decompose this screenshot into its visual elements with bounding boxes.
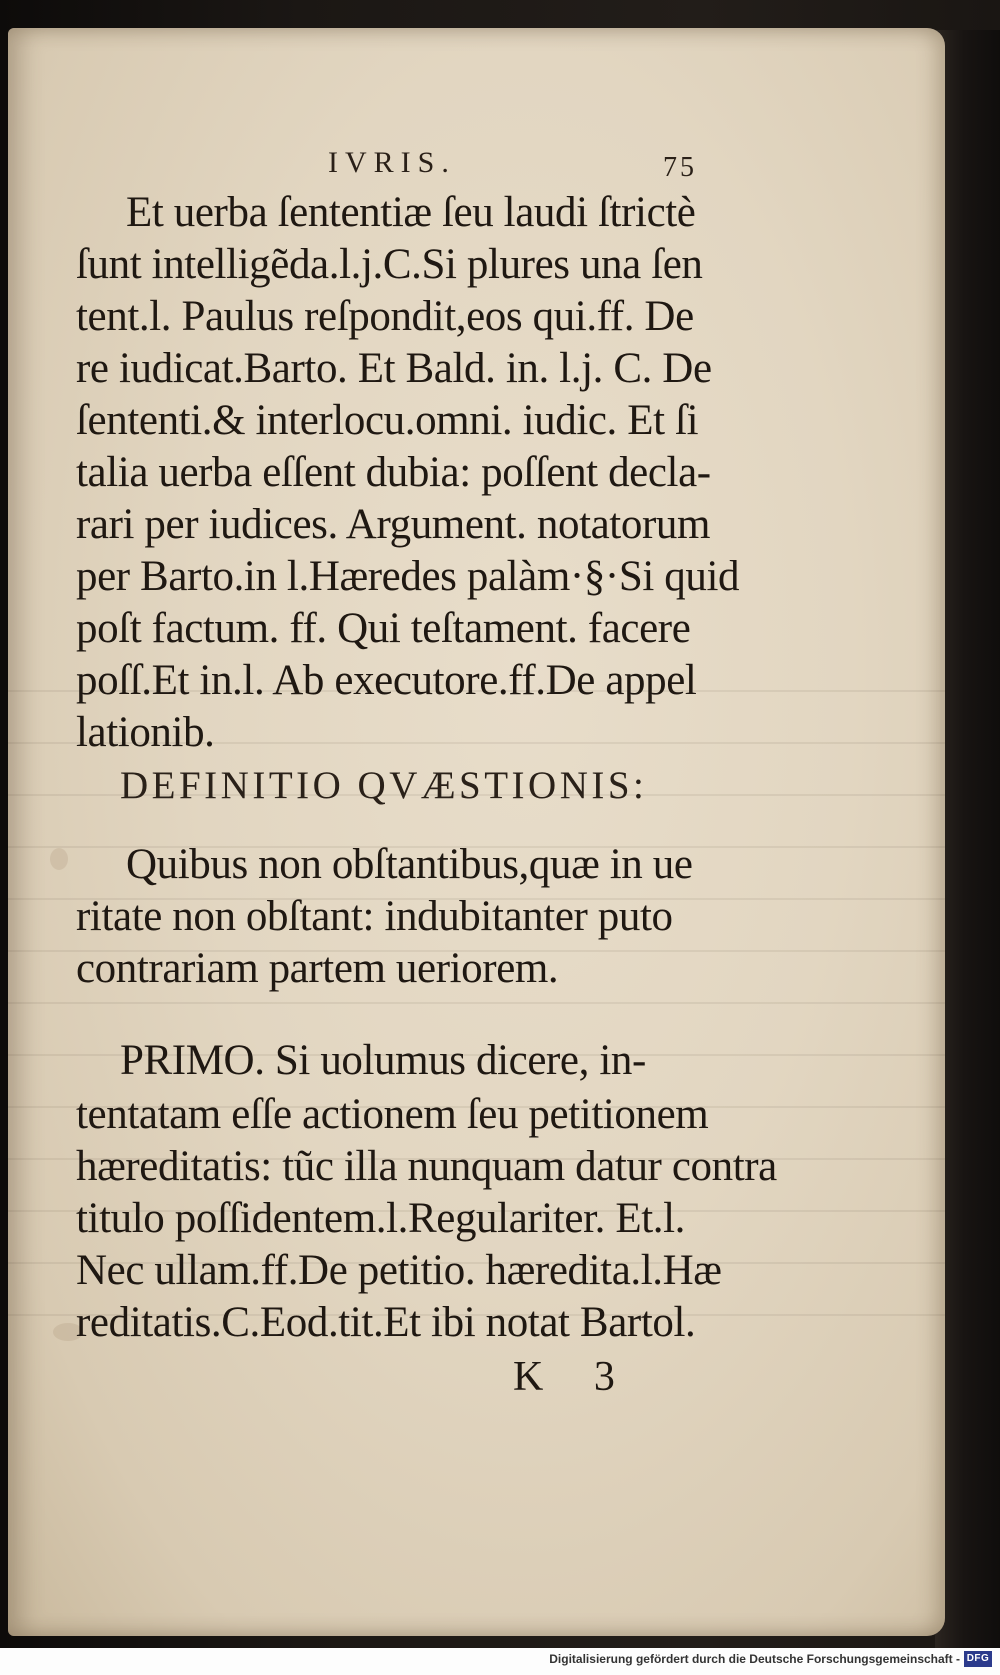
dfg-logo: DFG [964, 1651, 992, 1667]
funding-credit: Digitalisierung gefördert durch die Deutsche Forschungsgemeinschaft - [549, 1652, 960, 1666]
text-line: poſt factum. ff. Qui teſtament. facere [76, 605, 691, 652]
text-line: PRIMO. Si uolumus dicere, in- [120, 1037, 646, 1084]
text-line: ritate non obſtant: indubitanter puto [76, 893, 673, 940]
text-line: ſententi.& interlocu.omni. iudic. Et ſi [76, 397, 699, 444]
page-stain [50, 848, 68, 870]
running-head: IVRIS. [328, 146, 456, 179]
book-page [8, 28, 945, 1636]
text-line: contrariam partem ueriorem. [76, 945, 559, 992]
text-line: Et uerba ſententiæ ſeu laudi ſtrictè [126, 189, 696, 236]
text-line: reditatis.C.Eod.tit.Et ibi notat Bartol. [76, 1299, 696, 1346]
text-line: lationib. [76, 709, 215, 756]
text-line: rari per iudices. Argument. notatorum [76, 501, 711, 548]
text-line: tentatam eſſe actionem ſeu petitionem [76, 1091, 709, 1138]
section-heading: DEFINITIO QVÆSTIONIS: [120, 764, 648, 807]
text-line: hæreditatis: tũc illa nunquam datur contra [76, 1143, 777, 1190]
page-number: 75 [663, 152, 697, 183]
signature-mark: K 3 [513, 1354, 635, 1400]
text-line: per Barto.in l.Hæredes palàm·§·Si quid [76, 553, 740, 600]
text-line: poſſ.Et in.l. Ab executore.ff.De appel [76, 657, 697, 704]
text-line: re iudicat.Barto. Et Bald. in. l.j. C. De [76, 345, 712, 392]
text-line: titulo poſſidentem.l.Regulariter. Et.l. [76, 1195, 685, 1242]
text-line: talia uerba eſſent dubia: poſſent decla- [76, 449, 711, 496]
text-line: tent.l. Paulus reſpondit,eos qui.ff. De [76, 293, 694, 340]
text-line: Nec ullam.ff.De petitio. hæredita.l.Hæ [76, 1247, 722, 1294]
text-line: Quibus non obſtantibus,quæ in ue [126, 841, 693, 888]
text-line: ſunt intelligẽda.l.j.C.Si plures una ſen [76, 241, 703, 288]
